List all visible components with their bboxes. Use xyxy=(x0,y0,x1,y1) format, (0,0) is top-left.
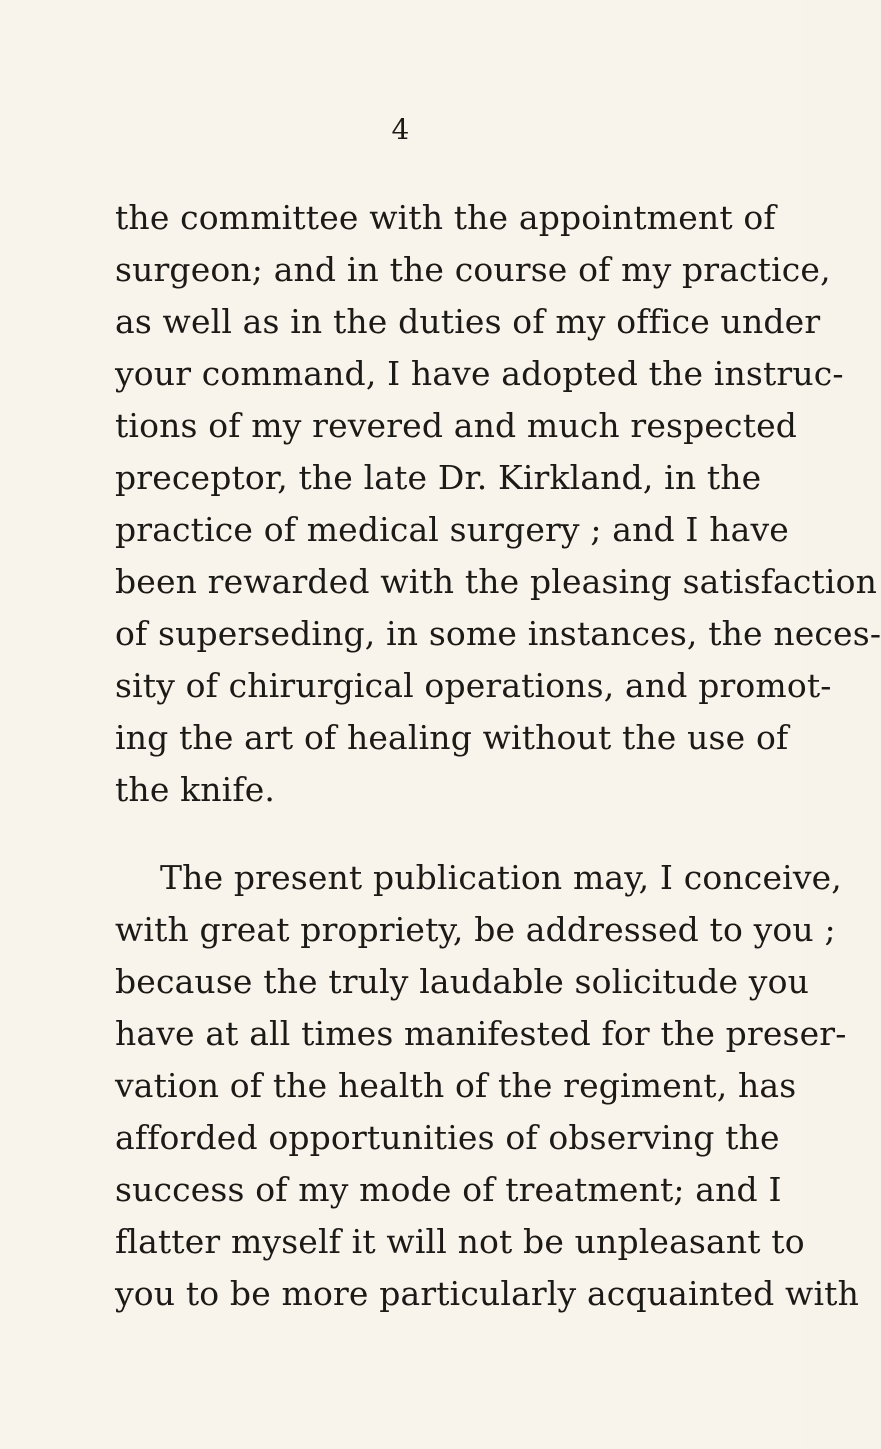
paragraph-1-line-10: sity of chirurgical operations, and promot- xyxy=(115,666,832,705)
paragraph-1-line-4: your command, I have adopted the instruc- xyxy=(115,354,844,393)
paragraph-2-line-3: because the truly laudable solicitude you xyxy=(115,962,810,1001)
paragraph-2-line-2: with great propriety, be addressed to you ; xyxy=(115,910,836,949)
paragraph-1-line-5: tions of my revered and much respected xyxy=(115,406,798,445)
paragraph-1-line-8: been rewarded with the pleasing satisfaction xyxy=(115,562,878,601)
paragraph-2-line-1: The present publication may, I conceive, xyxy=(160,858,842,897)
paragraph-1-line-7: practice of medical surgery ; and I have xyxy=(115,510,789,549)
paragraph-1-line-2: surgeon; and in the course of my practice, xyxy=(115,250,831,289)
paragraph-2-line-7: success of my mode of treatment; and I xyxy=(115,1170,782,1209)
paragraph-1-line-12: the knife. xyxy=(115,770,276,809)
paragraph-1-line-9: of superseding, in some instances, the neces- xyxy=(115,614,881,653)
paragraph-1-line-11: ing the art of healing without the use of xyxy=(115,718,789,757)
paragraph-2-line-4: have at all times manifested for the preser- xyxy=(115,1014,847,1053)
paragraph-2-line-6: afforded opportunities of observing the xyxy=(115,1118,780,1157)
paragraph-1-line-1: the committee with the appointment of xyxy=(115,198,776,237)
paragraph-2-line-8: flatter myself it will not be unpleasant to xyxy=(115,1222,805,1261)
paragraph-2-line-5: vation of the health of the regiment, has xyxy=(115,1066,797,1105)
paragraph-1-line-3: as well as in the duties of my office under xyxy=(115,302,821,341)
paragraph-1-line-6: preceptor, the late Dr. Kirkland, in the xyxy=(115,458,762,497)
paragraph-2-line-9: you to be more particularly acquainted with xyxy=(115,1274,859,1313)
page-number: 4 xyxy=(391,113,410,146)
